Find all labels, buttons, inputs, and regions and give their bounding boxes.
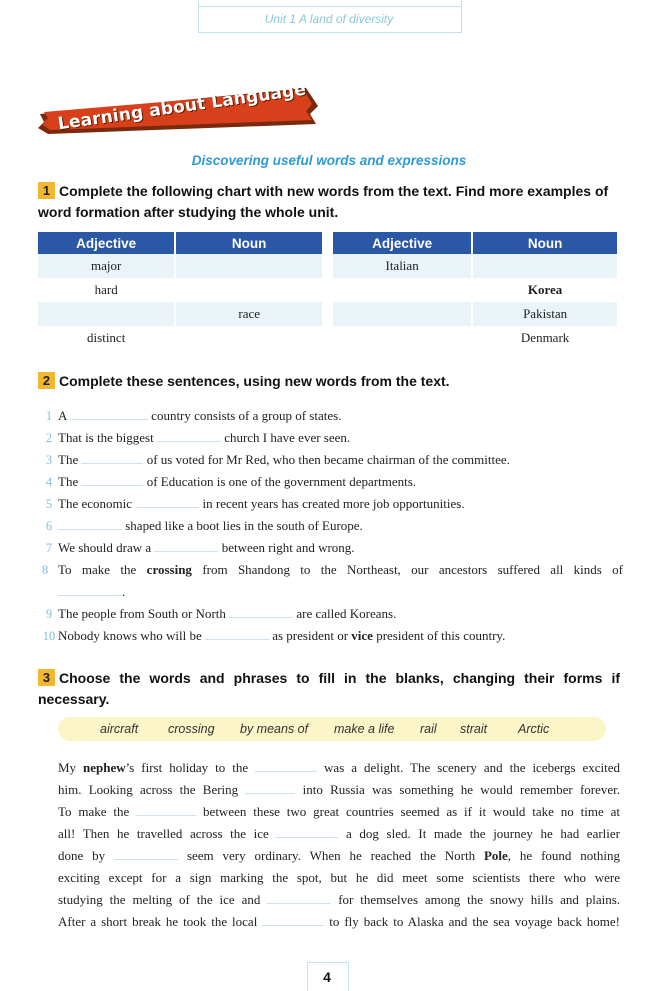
column-header-adjective: Adjective xyxy=(38,232,175,254)
exercise-3-number: 3 xyxy=(38,669,55,686)
unit-title: Unit 1 A land of diversity xyxy=(264,12,394,26)
column-header-adjective: Adjective xyxy=(333,232,472,254)
exercise-1-instruction xyxy=(38,181,620,223)
table-cell xyxy=(333,326,472,350)
exercise-3-text: Choose the words and phrases to fill in the blanks, changing their forms if necessary. xyxy=(38,670,620,707)
table-cell: Korea xyxy=(472,278,618,302)
passage-line: studying the melting of the ice and for themselves among the snowy hills and plains. xyxy=(58,892,621,907)
page-number: 4 xyxy=(323,969,331,985)
exercise-2-text: Complete these sentences, using new words from the text. xyxy=(59,373,450,389)
answer-blank[interactable] xyxy=(70,407,148,420)
exercise-2-number: 2 xyxy=(38,372,55,389)
passage-line: My nephew’s first holiday to the was a delight. The scenery and the icebergs excited xyxy=(58,760,621,775)
list-item: 4 The of Education is one of the government departments. xyxy=(45,474,417,489)
passage-line: To make the between these two great countries seemed as if it would take no time at xyxy=(58,804,621,819)
list-item: 1 A country consists of a group of states. xyxy=(45,408,342,423)
table-cell xyxy=(333,302,472,326)
passage-line: After a short break he took the local to fly back to Alaska and the sea voyage back home! xyxy=(58,914,620,929)
list-item: 6 shaped like a boot lies in the south of Europe. xyxy=(45,518,363,533)
table-cell: hard xyxy=(38,278,175,302)
answer-blank[interactable] xyxy=(205,627,269,640)
table-cell xyxy=(175,326,323,350)
answer-blank[interactable] xyxy=(114,847,178,860)
exercise-2-sentences xyxy=(42,405,624,647)
word-chart-right xyxy=(333,232,619,350)
table-cell: Italian xyxy=(333,254,472,278)
exercise-2-instruction xyxy=(38,371,620,392)
list-item: 3 The of us voted for Mr Red, who then became chairman of the committee. xyxy=(45,452,510,467)
list-item: 7 We should draw a between right and wrong. xyxy=(45,540,355,555)
table-cell xyxy=(175,278,323,302)
exercise-1-text: Complete the following chart with new words from the text. Find more examples of word formation after studying the whole unit. xyxy=(38,183,609,220)
word-bank-item: Arctic xyxy=(518,722,550,736)
answer-blank[interactable] xyxy=(157,429,221,442)
answer-blank[interactable] xyxy=(136,803,196,816)
table-cell: Denmark xyxy=(472,326,618,350)
answer-blank[interactable] xyxy=(255,759,317,772)
exercise-1-number: 1 xyxy=(38,182,55,199)
table-cell xyxy=(175,254,323,278)
table-cell: race xyxy=(175,302,323,326)
word-bank-item: strait xyxy=(460,722,488,736)
answer-blank[interactable] xyxy=(81,451,143,464)
passage-line: exciting except for a sign marking the spot, but he did meet some scientists there who were xyxy=(58,870,620,885)
exercise-3-instruction xyxy=(38,668,620,710)
word-bank-item: rail xyxy=(420,722,437,736)
passage-line: done by seem very ordinary. When he reached the North Pole, he found nothing xyxy=(58,848,621,863)
banner-title: Learning about Language xyxy=(56,79,308,135)
word-bank-item: by means of xyxy=(240,722,309,736)
answer-blank[interactable] xyxy=(276,825,338,838)
list-item: . xyxy=(58,581,623,603)
word-bank-item: aircraft xyxy=(100,722,139,736)
section-subtitle: Discovering useful words and expressions xyxy=(191,153,467,168)
column-header-noun: Noun xyxy=(472,232,618,254)
answer-blank[interactable] xyxy=(58,517,122,530)
list-item: 8 To make the crossing from Shandong to the Northeast, our ancestors suffered all kinds of xyxy=(42,562,624,577)
answer-blank[interactable] xyxy=(154,539,218,552)
table-cell xyxy=(38,302,175,326)
word-chart-left xyxy=(38,232,324,350)
table-cell xyxy=(472,254,618,278)
answer-blank[interactable] xyxy=(229,605,293,618)
answer-blank[interactable] xyxy=(58,583,122,596)
word-bank-item: make a life xyxy=(334,722,395,736)
answer-blank[interactable] xyxy=(262,913,324,926)
answer-blank[interactable] xyxy=(245,781,295,794)
column-header-noun: Noun xyxy=(175,232,323,254)
exercise-3-passage xyxy=(58,757,620,933)
table-cell xyxy=(333,278,472,302)
word-bank-item: crossing xyxy=(168,722,215,736)
passage-line: all! Then he travelled across the ice a dog sled. It made the journey he had earlier xyxy=(58,826,621,841)
list-item: 5 The economic in recent years has created more job opportunities. xyxy=(45,496,465,511)
passage-line: him. Looking across the Bering into Russia was something he would remember forever. xyxy=(58,782,621,797)
word-bank xyxy=(58,717,606,741)
answer-blank[interactable] xyxy=(267,891,331,904)
table-cell: distinct xyxy=(38,326,175,350)
list-item: 10 Nobody knows who will be as president or vice president of this country. xyxy=(42,628,506,643)
answer-blank[interactable] xyxy=(135,495,199,508)
answer-blank[interactable] xyxy=(81,473,143,486)
table-cell: Pakistan xyxy=(472,302,618,326)
list-item: 9 The people from South or North are called Koreans. xyxy=(45,606,397,621)
table-cell: major xyxy=(38,254,175,278)
list-item: 2 That is the biggest church I have ever seen. xyxy=(45,430,351,445)
section-banner xyxy=(36,79,320,136)
